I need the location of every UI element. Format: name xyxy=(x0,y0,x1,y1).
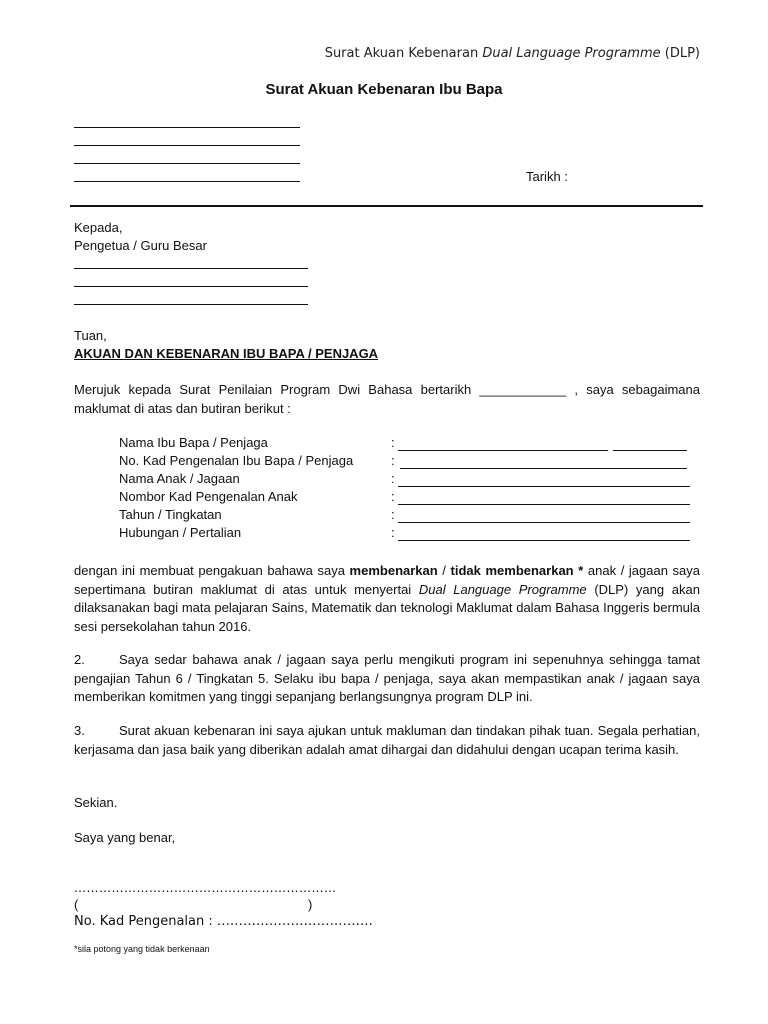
consent-text: anak / jagaan saya sepertimana butiran maklumat di atas untuk menyertai xyxy=(74,563,701,597)
sender-address-line[interactable] xyxy=(74,181,300,182)
closing: Sekian. xyxy=(74,795,118,810)
header-note-prefix: Surat Akuan Kebenaran xyxy=(324,46,483,61)
paragraph-3-text: Surat akuan kebenaran ini saya ajukan untuk makluman dan tindakan pihak tuan. Segala perhatian, kerjasama dan jasa baik yang diberikan adalah amat dihargai dan didahului dengan ucapan terima kasih. xyxy=(74,723,700,757)
ic-number-label[interactable]: No. Kad Pengenalan : ……………………………… xyxy=(74,914,373,929)
detail-colon: : xyxy=(391,435,395,450)
paragraph-2-text: Saya sedar bahawa anak / jagaan saya perlu mengikuti program ini sepenuhnya sehingga tamat pengajian Tahun 6 / Tingkatan 5. Selaku ibu bapa / penjaga, saya akan mempastikan anak / jagaan saya memberikan komitmen yang tinggi sepanjang berlangsungnya program DLP ini. xyxy=(74,652,700,704)
detail-colon: : xyxy=(391,525,395,540)
paragraph-2-number: 2. xyxy=(74,652,85,667)
header-note xyxy=(325,46,700,61)
detail-label-child-name: Nama Anak / Jagaan xyxy=(119,471,240,486)
consent-paragraph xyxy=(74,562,700,636)
detail-colon: : xyxy=(391,471,395,486)
consent-programme-name: Dual Language Programme xyxy=(418,581,587,597)
parent-ic-field[interactable] xyxy=(400,468,687,469)
detail-label-child-ic: Nombor Kad Pengenalan Anak xyxy=(119,489,298,504)
intro-paragraph: Merujuk kepada Surat Penilaian Program Dwi Bahasa bertarikh ____________ , saya sebagaimana maklumat di atas dan butiran berikut : xyxy=(74,382,700,416)
sign-off: Saya yang benar, xyxy=(74,830,176,845)
name-close-paren: ) xyxy=(308,897,313,912)
greeting: Tuan, xyxy=(74,328,107,343)
recipient-address-line[interactable] xyxy=(74,268,308,269)
document-title: Surat Akuan Kebenaran Ibu Bapa xyxy=(265,81,503,98)
child-ic-field[interactable] xyxy=(398,504,690,505)
detail-label-parent-name: Nama Ibu Bapa / Penjaga xyxy=(119,435,268,450)
recipient-address-line[interactable] xyxy=(74,304,308,305)
detail-colon: : xyxy=(391,507,395,522)
header-divider xyxy=(70,205,703,207)
parent-name-field-extra[interactable] xyxy=(613,450,687,451)
consent-separator: / xyxy=(437,563,451,578)
header-note-suffix: (DLP) xyxy=(660,46,700,61)
sender-address-line[interactable] xyxy=(74,127,300,128)
paragraph-2 xyxy=(74,651,700,707)
paragraph-3 xyxy=(74,722,700,759)
child-name-field[interactable] xyxy=(398,486,690,487)
parent-name-field[interactable] xyxy=(398,450,608,451)
sender-address-line[interactable] xyxy=(74,163,300,164)
detail-label-parent-ic: No. Kad Pengenalan Ibu Bapa / Penjaga xyxy=(119,453,354,468)
recipient-address-line[interactable] xyxy=(74,286,308,287)
footnote: *sila potong yang tidak berkenaan xyxy=(74,944,210,954)
subject-heading: AKUAN DAN KEBENARAN IBU BAPA / PENJAGA xyxy=(74,346,379,361)
consent-allow: membenarkan xyxy=(349,563,438,578)
relationship-field[interactable] xyxy=(398,540,690,541)
paragraph-3-number: 3. xyxy=(74,723,85,738)
detail-label-relationship: Hubungan / Pertalian xyxy=(119,525,242,540)
year-form-field[interactable] xyxy=(398,522,690,523)
name-open-paren: ( xyxy=(74,897,79,912)
header-note-italic: Dual Language Programme xyxy=(482,46,661,61)
consent-disallow: tidak membenarkan * xyxy=(450,563,584,578)
detail-colon: : xyxy=(391,453,395,468)
consent-text: dengan ini membuat pengakuan bahawa saya xyxy=(74,563,350,578)
date-label: Tarikh : xyxy=(526,169,568,184)
signature-line[interactable]: ……………………………………………………… xyxy=(74,881,337,895)
recipient-to: Kepada, xyxy=(74,220,123,235)
consent-text: (DLP) yang akan dilaksanakan bagi mata pelajaran Sains, Matematik dan teknologi Maklumat dalam Bahasa Inggeris bermula sesi persekolahan tahun 2016. xyxy=(74,581,700,634)
recipient-role: Pengetua / Guru Besar xyxy=(74,238,207,253)
detail-label-year-form: Tahun / Tingkatan xyxy=(119,507,222,522)
sender-address-line[interactable] xyxy=(74,145,300,146)
detail-colon: : xyxy=(391,489,395,504)
